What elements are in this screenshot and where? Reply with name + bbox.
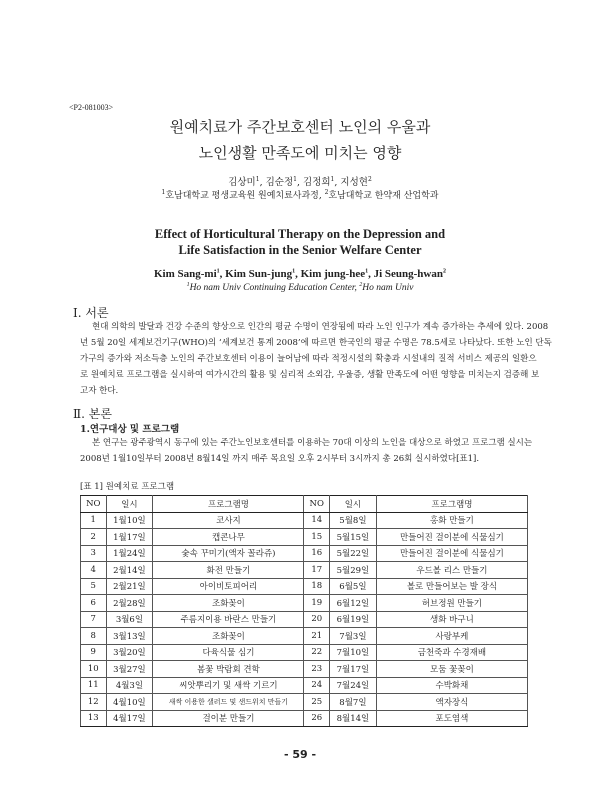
cell-date: 2월21일 — [106, 578, 153, 595]
cell-date: 7월17일 — [330, 661, 377, 678]
cell-date: 3월27일 — [106, 661, 153, 678]
author-name: Kim Sun-jung — [225, 268, 293, 280]
cell-date: 5월8일 — [330, 512, 377, 529]
cell-no: 13 — [81, 710, 107, 727]
cell-date: 8월14일 — [330, 710, 377, 727]
cell-date: 8월7일 — [330, 694, 377, 711]
header-date: 일시 — [330, 496, 377, 513]
table-caption: [표 1] 원예치료 프로그램 — [80, 482, 175, 492]
cell-no: 3 — [81, 545, 107, 562]
cell-date: 1월10일 — [106, 512, 153, 529]
table-row — [81, 529, 528, 546]
paragraph-line: 고자 한다. — [80, 386, 119, 396]
table-row — [81, 710, 528, 727]
korean-title-line-2: 노인생활 만족도에 미치는 영향 — [198, 144, 402, 162]
section-heading-introduction: Ⅰ. 서론 — [73, 306, 109, 320]
cell-program: 볼로 만들어보는 발 장식 — [376, 578, 527, 595]
cell-program: 포도염색 — [376, 710, 527, 727]
cell-program: 금천죽과 수경재배 — [376, 644, 527, 661]
paper-code: <P2-081003> — [69, 103, 114, 112]
cell-program: 만들어진 걸이분에 식물심기 — [376, 529, 527, 546]
cell-no: 14 — [304, 512, 330, 529]
author-sup: 1 — [255, 175, 260, 183]
cell-no: 26 — [304, 710, 330, 727]
body-paragraph — [80, 435, 533, 467]
table-row — [81, 644, 528, 661]
author-sup: 1 — [330, 175, 335, 183]
cell-no: 17 — [304, 562, 330, 579]
table-row — [81, 611, 528, 628]
paragraph-line: 2008년 1월10일부터 2008년 8월14일 까지 매주 목요일 오후 2시부터 3시까지 총 26회 실시하였다[표1]. — [80, 454, 480, 464]
header-program: 프로그램명 — [153, 496, 304, 513]
cell-date: 1월24일 — [106, 545, 153, 562]
author-name: 김순정 — [265, 177, 294, 188]
cell-no: 12 — [81, 694, 107, 711]
affil-text: Ho nam Univ Continuing Education Center, — [189, 283, 360, 294]
korean-authors: 김상미$^1$, 김순정$^1$, 김정희$^1$, 지성현$^2$ — [228, 175, 372, 188]
cell-no: 24 — [304, 677, 330, 694]
cell-date: 2월14일 — [106, 562, 153, 579]
cell-date: 1월17일 — [106, 529, 153, 546]
header-date: 일시 — [106, 496, 153, 513]
author-name: 김상미 — [228, 177, 256, 188]
cell-no: 11 — [81, 677, 107, 694]
cell-date: 7월3일 — [330, 628, 377, 645]
table-row — [81, 578, 528, 595]
paragraph-line: 로 원예치료 프로그램을 실시하여 여가시간의 활용 및 심리적 소외감, 우울증, 생활 만족도에 어떤 영향을 미치는지 검증해 보 — [80, 370, 540, 380]
cell-date: 3월6일 — [106, 611, 153, 628]
cell-no: 1 — [81, 512, 107, 529]
author-sup: 2 — [442, 268, 446, 275]
cell-date: 7월10일 — [330, 644, 377, 661]
cell-date: 4월10일 — [106, 694, 153, 711]
cell-program: 수박화채 — [376, 677, 527, 694]
header-program: 프로그램명 — [376, 496, 527, 513]
cell-date: 6월19일 — [330, 611, 377, 628]
header-no: NO — [81, 496, 107, 513]
cell-no: 10 — [81, 661, 107, 678]
cell-date: 5월29일 — [330, 562, 377, 579]
cell-date: 6월12일 — [330, 595, 377, 612]
paragraph-line: 가구의 증가와 저소득층 노인의 주간보호센터 이용이 늘어남에 따라 적정시설의 확충과 시설내의 질적 서비스 제공의 일환으 — [80, 354, 537, 364]
cell-date: 5월22일 — [330, 545, 377, 562]
page-number: - 59 - — [283, 748, 317, 761]
cell-program: 액자장식 — [376, 694, 527, 711]
table-row — [81, 661, 528, 678]
cell-date: 6월5일 — [330, 578, 377, 595]
cell-no: 21 — [304, 628, 330, 645]
cell-no: 15 — [304, 529, 330, 546]
affil-text: 호남대학교 평생교육원 원예치료사과정, — [165, 191, 325, 201]
cell-no: 16 — [304, 545, 330, 562]
table-row — [81, 562, 528, 579]
cell-program: 씨앗뿌리기 및 새싹 기르기 — [153, 677, 304, 694]
cell-date: 3월20일 — [106, 644, 153, 661]
cell-date: 3월13일 — [106, 628, 153, 645]
cell-no: 25 — [304, 694, 330, 711]
cell-program: 조화꽂이 — [153, 595, 304, 612]
cell-no: 4 — [81, 562, 107, 579]
program-table — [80, 495, 528, 727]
cell-program: 아이비토피어리 — [153, 578, 304, 595]
cell-program: 코사지 — [153, 512, 304, 529]
paragraph-line: 현대 의학의 발달과 건강 수준의 향상으로 인간의 평균 수명이 연장됨에 따라 노인 인구가 계속 증가하는 추세에 있다. 2008 — [92, 322, 549, 332]
cell-no: 5 — [81, 578, 107, 595]
cell-program: 생화 바구니 — [376, 611, 527, 628]
subsection-heading: 1.연구대상 및 프로그램 — [80, 424, 180, 435]
author-sup: 1 — [365, 268, 369, 275]
author-sup: 1 — [216, 268, 220, 275]
cell-date: 4월17일 — [106, 710, 153, 727]
cell-program: 걸이분 만들기 — [153, 710, 304, 727]
author-name: 김정희 — [303, 177, 331, 188]
cell-no: 18 — [304, 578, 330, 595]
cell-program: 사랑부케 — [376, 628, 527, 645]
affil-sup: 1 — [186, 282, 190, 288]
cell-program: 주름지이용 바란스 만들기 — [153, 611, 304, 628]
author-name: 지성현 — [340, 177, 368, 188]
table-row — [81, 694, 528, 711]
author-sup: 1 — [293, 175, 297, 183]
author-name: Ji Seung-hwan — [373, 268, 443, 280]
section-heading-body: Ⅱ. 본론 — [73, 407, 112, 421]
english-title-line-2: Life Satisfaction in the Senior Welfare Center — [178, 243, 422, 257]
author-sup: 2 — [367, 175, 372, 183]
cell-no: 9 — [81, 644, 107, 661]
affil-text: Ho nam Univ — [362, 283, 414, 294]
cell-no: 7 — [81, 611, 107, 628]
cell-no: 6 — [81, 595, 107, 612]
cell-program: 숯속 꾸미기(액자 꼴라쥬) — [153, 545, 304, 562]
table-row — [81, 545, 528, 562]
cell-program: 새싹 이용한 샐러드 및 샌드위치 만들기 — [153, 694, 304, 711]
table-row — [81, 628, 528, 645]
cell-no: 23 — [304, 661, 330, 678]
cell-date: 7월24일 — [330, 677, 377, 694]
cell-program: 허브정원 만들기 — [376, 595, 527, 612]
cell-no: 22 — [304, 644, 330, 661]
affil-text: 호남대학교 한약재 산업학과 — [328, 191, 439, 201]
header-no: NO — [304, 496, 330, 513]
table-header-row — [81, 496, 528, 513]
cell-no: 19 — [304, 595, 330, 612]
korean-affiliation — [0, 188, 600, 201]
cell-no: 20 — [304, 611, 330, 628]
affil-sup: 1 — [161, 189, 166, 196]
korean-title-line-1: 원예치료가 주간보호센터 노인의 우울과 — [169, 118, 431, 136]
cell-program: 모둠 꽃꽂이 — [376, 661, 527, 678]
cell-program: 우드볼 리스 만들기 — [376, 562, 527, 579]
author-sup: 1 — [292, 268, 296, 275]
author-name: Kim jung-hee — [300, 268, 366, 280]
author-name: Kim Sang-mi — [154, 268, 217, 280]
paragraph-line: 년 5월 20일 세계보건기구(WHO)의 ‘세계보건 통계 2008’에 따르면 한국인의 평균 수명은 78.5세로 나타났다. 또한 노인 단독 — [80, 338, 552, 348]
table-row — [81, 595, 528, 612]
table-body — [81, 512, 528, 727]
cell-program: 다육식물 심기 — [153, 644, 304, 661]
paragraph-line: 본 연구는 광주광역시 동구에 있는 주간노인보호센터를 이용하는 70대 이상의 노인을 대상으로 하였고 프로그램 실시는 — [92, 438, 533, 448]
table-row — [81, 512, 528, 529]
english-affiliation — [0, 282, 600, 293]
english-authors: Kim Sang-$mi^1$, Kim Sun-jung$^1$, Kim jung-hee$^1$, Ji Seung-hwan$^2$ — [154, 268, 446, 280]
cell-program: 홍화 만들기 — [376, 512, 527, 529]
affil-sup: 2 — [324, 189, 329, 196]
table-row — [81, 677, 528, 694]
cell-program: 봄꽃 박람회 견학 — [153, 661, 304, 678]
cell-no: 8 — [81, 628, 107, 645]
cell-date: 4월3일 — [106, 677, 153, 694]
affil-sup: 2 — [359, 282, 363, 288]
cell-program: 조화꽂이 — [153, 628, 304, 645]
english-title-line-1: Effect of Horticultural Therapy on the Depression and — [154, 227, 446, 241]
cell-date: 5월15일 — [330, 529, 377, 546]
cell-program: 화전 만들기 — [153, 562, 304, 579]
cell-no: 2 — [81, 529, 107, 546]
cell-date: 2월28일 — [106, 595, 153, 612]
cell-program: 캡콘나무 — [153, 529, 304, 546]
cell-program: 만들어진 걸이분에 식물심기 — [376, 545, 527, 562]
introduction-paragraph — [80, 319, 552, 399]
